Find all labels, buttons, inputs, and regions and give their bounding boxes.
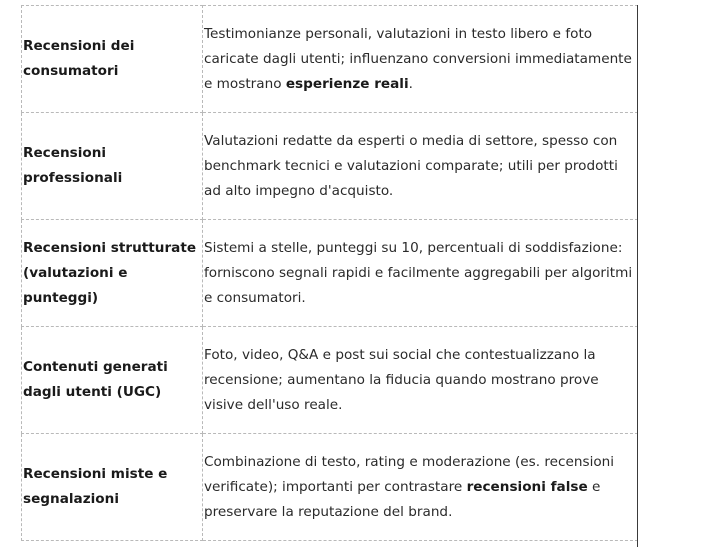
review-type-cell: Recensioni miste e segnalazioni	[22, 434, 203, 541]
description-text: Foto, video, Q&A e post sui social che contestualizzano la recensione; aumentano la fiducia quando mostrano prove visive dell'uso reale.	[204, 346, 599, 413]
description-text: Testimonianze personali, valutazioni in testo libero e foto caricate dagli utenti; influenzano conversioni immediatamente e mostrano	[204, 25, 632, 92]
description-text-end: .	[408, 75, 413, 92]
review-description-cell	[203, 220, 638, 327]
review-types-table	[21, 5, 638, 541]
review-description-cell	[203, 6, 638, 113]
description-text-end: e preservare la reputazione del brand.	[204, 478, 601, 520]
table-row	[22, 327, 638, 434]
table-right-border	[637, 5, 638, 547]
description-highlight: recensioni false	[466, 478, 588, 495]
review-description-cell	[203, 434, 638, 541]
table-row	[22, 220, 638, 327]
review-type-cell: Recensioni professionali	[22, 113, 203, 220]
description-text: Combinazione di testo, rating e moderazione (es. recensioni verificate); importanti per contrastare	[204, 453, 615, 495]
review-type-cell: Contenuti generati dagli utenti (UGC)	[22, 327, 203, 434]
table-row	[22, 6, 638, 113]
description-text: Sistemi a stelle, punteggi su 10, percentuali di soddisfazione: forniscono segnali rapidi e facilmente aggregabili per algoritmi e consumatori.	[204, 239, 633, 306]
review-description-cell	[203, 113, 638, 220]
table-row	[22, 113, 638, 220]
review-type-cell: Recensioni dei consumatori	[22, 6, 203, 113]
review-type-cell: Recensioni strutturate (valutazioni e punteggi)	[22, 220, 203, 327]
table-row	[22, 434, 638, 541]
review-description-cell	[203, 327, 638, 434]
description-text: Valutazioni redatte da esperti o media di settore, spesso con benchmark tecnici e valutazioni comparate; utili per prodotti ad alto impegno d'acquisto.	[204, 132, 618, 199]
description-highlight: esperienze reali	[285, 75, 409, 92]
